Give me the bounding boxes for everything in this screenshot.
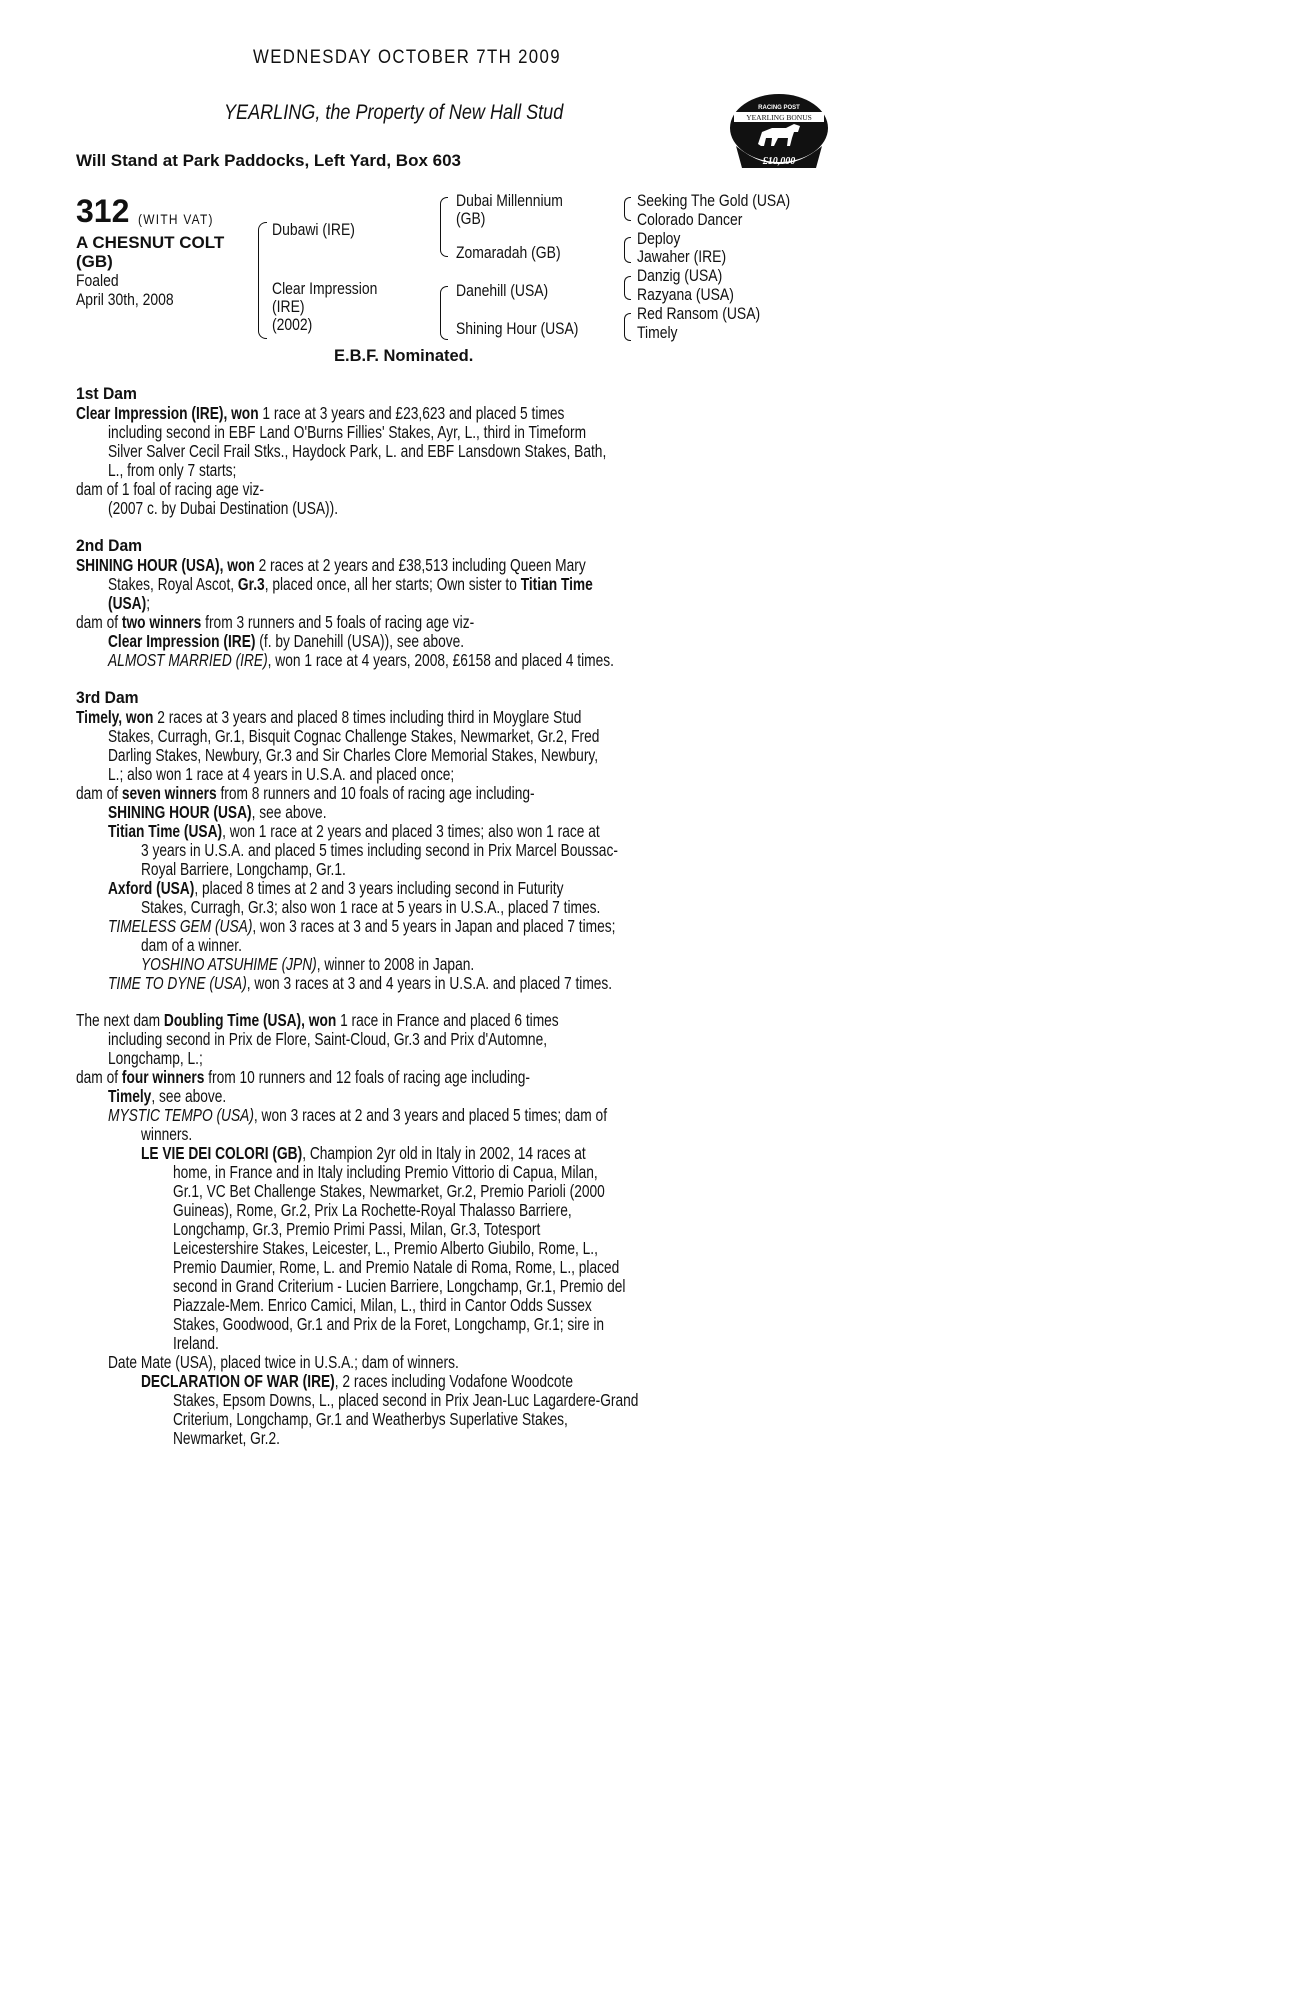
first-dam-line2: including second in EBF Land O'Burns Fillies' Stakes, Ayr, L., third in Timeform [108,422,587,442]
pedigree-brace-main [258,222,267,339]
second-dam-line6: ALMOST MARRIED (IRE), won 1 race at 4 years, 2008, £6158 and placed 4 times. [108,650,614,670]
sale-subtitle: YEARLING, the Property of New Hall Stud [224,101,564,124]
grandparents: Seeking The Gold (USA) Colorado Dancer Deploy Jawaher (IRE) Danzig (USA) Razyana (USA) Red Ransom (USA) Timely [637,191,791,342]
next-dam-line11: Guineas), Rome, Gr.2, Prix La Rochette-Royal Thalasso Barriere, [173,1200,572,1220]
next-dam-line19: Date Mate (USA), placed twice in U.S.A.; dam of winners. [108,1352,459,1372]
sire-dam: Zomaradah (GB) [456,243,561,262]
third-dam-line8: 3 years in U.S.A. and placed 5 times including second in Prix Marcel Boussac- [141,840,618,860]
third-dam-line5: dam of seven winners from 8 runners and 10 foals of racing age including- [76,783,535,803]
lot-description: A CHESNUT COLT (GB) [76,233,225,271]
third-dam-line7: Titian Time (USA), won 1 race at 2 years and placed 3 times; also won 1 race at [108,821,600,841]
sire-brace [440,197,448,257]
sale-date: WEDNESDAY OCTOBER 7TH 2009 [253,46,561,68]
first-dam-line3: Silver Salver Cecil Frail Stks., Haydock Park, L. and EBF Lansdown Stakes, Bath, [108,441,607,461]
next-dam-line21: Stakes, Epsom Downs, L., placed second in Prix Jean-Luc Lagardere-Grand [173,1390,639,1410]
third-dam-heading: 3rd Dam [76,688,139,707]
next-dam-line13: Leicestershire Stakes, Leicester, L., Premio Alberto Giubilo, Rome, L., [173,1238,598,1258]
sire: Dubawi (IRE) [272,220,355,239]
box-location: Will Stand at Park Paddocks, Left Yard, Box 603 [76,151,461,170]
next-dam-line2: including second in Prix de Flore, Saint-Cloud, Gr.3 and Prix d'Automne, [108,1029,548,1049]
dam: Clear Impression (IRE) (2002) [272,279,378,334]
next-dam-line4: dam of four winners from 10 runners and 12 foals of racing age including- [76,1067,530,1087]
sire-sire: Dubai Millennium (GB) [456,191,563,228]
second-dam-line1: SHINING HOUR (USA), won 2 races at 2 years and £38,513 including Queen Mary [76,555,586,575]
third-dam-line13: dam of a winner. [141,935,242,955]
first-dam-text: Clear Impression (IRE), won 1 race at 3 years and £23,623 and placed 5 times [76,403,565,423]
next-dam-line15: second in Grand Criterium - Lucien Barriere, Longchamp, Gr.1, Premio del [173,1276,626,1296]
third-dam-line4: L.; also won 1 race at 4 years in U.S.A. and placed once; [108,764,455,784]
dam-dam: Shining Hour (USA) [456,319,579,338]
next-dam-line16: Piazzale-Mem. Enrico Camici, Milan, L., third in Cantor Odds Sussex [173,1295,592,1315]
yearling-bonus-badge [728,92,830,170]
next-dam-line8: LE VIE DEI COLORI (GB), Champion 2yr old in Italy in 2002, 14 races at [141,1143,586,1163]
lot-vat: (WITH VAT) [138,211,214,227]
first-dam-line6: (2007 c. by Dubai Destination (USA)). [108,498,339,518]
g-brace-2 [624,237,631,263]
svg-text:RACING POST: RACING POST [758,105,800,111]
third-dam-line3: Darling Stakes, Newbury, Gr.3 and Sir Charles Clore Memorial Stakes, Newbury, [108,745,599,765]
third-dam-line9: Royal Barriere, Longchamp, Gr.1. [141,859,346,879]
second-dam-line5: Clear Impression (IRE) (f. by Danehill (USA)), see above. [108,631,465,651]
next-dam-line22: Criterium, Longchamp, Gr.1 and Weatherbys Superlative Stakes, [173,1409,568,1429]
dam-brace [440,286,448,340]
svg-text:YEARLING BONUS: YEARLING BONUS [746,113,812,122]
first-dam-line5: dam of 1 foal of racing age viz- [76,479,265,499]
third-dam-line15: TIME TO DYNE (USA), won 3 races at 3 and 4 years in U.S.A. and placed 7 times. [108,973,613,993]
second-dam-line3: (USA); [108,593,151,613]
third-dam-line2: Stakes, Curragh, Gr.1, Bisquit Cognac Challenge Stakes, Newmarket, Gr.2, Fred [108,726,600,746]
g-brace-4 [624,313,631,341]
next-dam-line18: Ireland. [173,1333,219,1353]
third-dam-line1: Timely, won 2 races at 3 years and placed 8 times including third in Moyglare Stud [76,707,582,727]
next-dam-line9: home, in France and in Italy including Premio Vittorio di Capua, Milan, [173,1162,598,1182]
lot-foaled: Foaled April 30th, 2008 [76,271,174,309]
next-dam-line3: Longchamp, L.; [108,1048,203,1068]
next-dam-line14: Premio Daumier, Rome, L. and Premio Natale di Roma, Rome, L., placed [173,1257,620,1277]
second-dam-line2: Stakes, Royal Ascot, Gr.3, placed once, all her starts; Own sister to Titian Time [108,574,593,594]
first-dam-heading: 1st Dam [76,384,137,403]
g-brace-3 [624,276,631,300]
third-dam-line6: SHINING HOUR (USA), see above. [108,802,327,822]
next-dam-line7: winners. [141,1124,193,1144]
third-dam-line12: TIMELESS GEM (USA), won 3 races at 3 and 5 years in Japan and placed 7 times; [108,916,616,936]
first-dam-line4: L., from only 7 starts; [108,460,237,480]
next-dam-line17: Stakes, Goodwood, Gr.1 and Prix de la Foret, Longchamp, Gr.1; sire in [173,1314,605,1334]
next-dam-line1: The next dam Doubling Time (USA), won 1 race in France and placed 6 times [76,1010,559,1030]
ebf-nominated: E.B.F. Nominated. [334,347,474,365]
svg-text:£10,000: £10,000 [762,156,796,167]
lot-number: 312 [76,193,130,229]
next-dam-line23: Newmarket, Gr.2. [173,1428,280,1448]
next-dam-line20: DECLARATION OF WAR (IRE), 2 races including Vodafone Woodcote [141,1371,574,1391]
second-dam-heading: 2nd Dam [76,536,143,555]
third-dam-line11: Stakes, Curragh, Gr.3; also won 1 race at 5 years in U.S.A., placed 7 times. [141,897,601,917]
g-brace-1 [624,197,631,221]
next-dam-line12: Longchamp, Gr.3, Premio Primi Passi, Milan, Gr.3, Totesport [173,1219,541,1239]
second-dam-line4: dam of two winners from 3 runners and 5 foals of racing age viz- [76,612,475,632]
dam-sire: Danehill (USA) [456,281,549,300]
next-dam-line10: Gr.1, VC Bet Challenge Stakes, Newmarket, Gr.2, Premio Parioli (2000 [173,1181,605,1201]
next-dam-line6: MYSTIC TEMPO (USA), won 3 races at 2 and 3 years and placed 5 times; dam of [108,1105,608,1125]
next-dam-line5: Timely, see above. [108,1086,227,1106]
third-dam-line10: Axford (USA), placed 8 times at 2 and 3 years including second in Futurity [108,878,564,898]
third-dam-line14: YOSHINO ATSUHIME (JPN), winner to 2008 in Japan. [141,954,475,974]
